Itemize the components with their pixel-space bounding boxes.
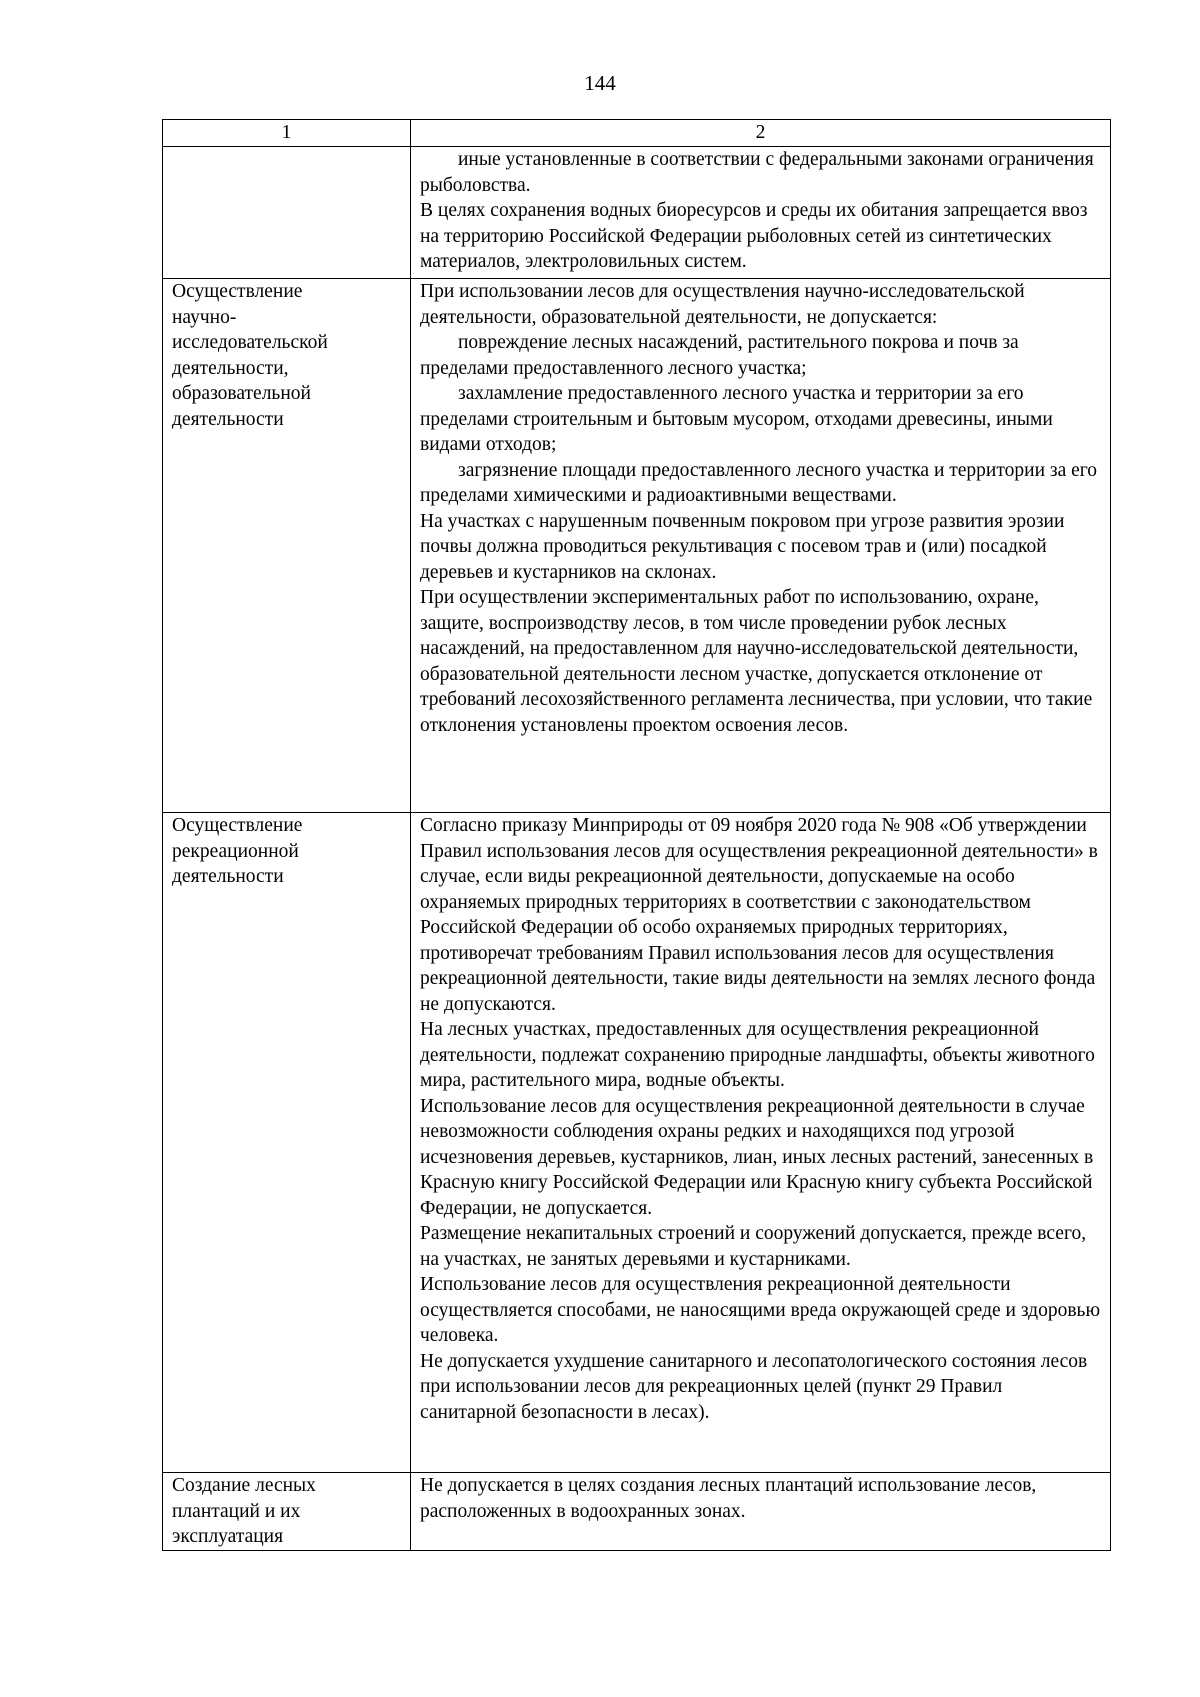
paragraph: Размещение некапитальных строений и сооружений допускается, прежде всего, на участках, не занятых деревьями и кустарниками.: [420, 1223, 1087, 1270]
table-row: [163, 279, 1111, 813]
requirements-cell: [411, 813, 1111, 1473]
paragraph: иные установленные в соответствии с федеральными законами ограничения рыболовства.: [420, 149, 1094, 196]
activity-cell: Осуществление научно- исследовательской деятельности, образовательной деятельности: [163, 279, 411, 813]
regulation-table: [162, 119, 1111, 1551]
paragraph: Не допускается в целях создания лесных плантаций использование лесов, расположенных в водоохранных зонах.: [420, 1475, 1037, 1522]
paragraph: повреждение лесных насаждений, растительного покрова и почв за пределами предоставленного лесного участка;: [420, 332, 1019, 379]
paragraph: Не допускается ухудшение санитарного и лесопатологического состояния лесов при использовании лесов для рекреационных целей (пункт 29 Правил санитарной безопасности в лесах).: [420, 1350, 1088, 1423]
paragraph: Использование лесов для осуществления рекреационной деятельности осуществляется способами, не наносящими вреда окружающей среде и здоровью человека.: [420, 1274, 1101, 1346]
paragraph: На лесных участках, предоставленных для осуществления рекреационной деятельности, подлежат сохранению природные ландшафты, объекты животного мира, растительного мира, водные объекты.: [420, 1019, 1095, 1091]
column-header-2: 2: [411, 120, 1111, 147]
paragraph: На участках с нарушенным почвенным покровом при угрозе развития эрозии почвы должна проводиться рекультивация с посевом трав и (или) посадкой деревьев и кустарников на склонах.: [420, 510, 1065, 583]
paragraph: При использовании лесов для осуществления научно-исследовательской деятельности, образовательной деятельности, не допускается:: [420, 281, 1025, 328]
paragraph: В целях сохранения водных биоресурсов и среды их обитания запрещается ввоз на территорию Российской Федерации рыболовных сетей из синтетических материалов, электроловильных систем.: [420, 200, 1088, 272]
table-row: [163, 1473, 1111, 1551]
requirements-cell: [411, 279, 1111, 813]
page-number: 144: [584, 71, 616, 95]
requirements-cell: [411, 1473, 1111, 1551]
table-row: [163, 147, 1111, 279]
table-header-row: [163, 120, 1111, 147]
activity-cell: Создание лесных плантаций и их эксплуатация: [163, 1473, 411, 1551]
paragraph: Согласно приказу Минприроды от 09 ноября 2020 года № 908 «Об утверждении Правил использования лесов для осуществления рекреационной деятельности» в случае, если виды рекреационной деятельности, допускаемые на особо охраняемых природных территориях в соответствии с законодательством Российской Федерации об особо охраняемых природных территориях, противоречат требованиям Правил использования лесов для осуществления рекреационной деятельности, такие виды деятельности на землях лесного фонда не допускаются.: [420, 815, 1098, 1015]
paragraph: При осуществлении экспериментальных работ по использованию, охране, защите, воспроизводству лесов, в том числе проведении рубок лесных насаждений, на предоставленном для научно-исследовательской деятельности, образовательной деятельности лесном участке, допускается отклонение от требований лесохозяйственного регламента лесничества, при условии, что такие отклонения установлены проектом освоения лесов.: [420, 587, 1093, 736]
paragraph: захламление предоставленного лесного участка и территории за его пределами строительным и бытовым мусором, отходами древесины, иными видами отходов;: [420, 383, 1053, 455]
activity-cell: Осуществление рекреационной деятельности: [163, 813, 411, 1473]
activity-cell: [163, 147, 411, 279]
column-header-1: 1: [163, 120, 411, 147]
paragraph: Использование лесов для осуществления рекреационной деятельности в случае невозможности соблюдения охраны редких и находящихся под угрозой исчезновения деревьев, кустарников, лиан, иных лесных растений, занесенных в Красную книгу Российской Федерации или Красную книгу субъекта Российской Федерации, не допускается.: [420, 1095, 1094, 1219]
table-row: [163, 813, 1111, 1473]
requirements-cell: [411, 147, 1111, 279]
paragraph: загрязнение площади предоставленного лесного участка и территории за его пределами химическими и радиоактивными веществами.: [420, 459, 1098, 506]
